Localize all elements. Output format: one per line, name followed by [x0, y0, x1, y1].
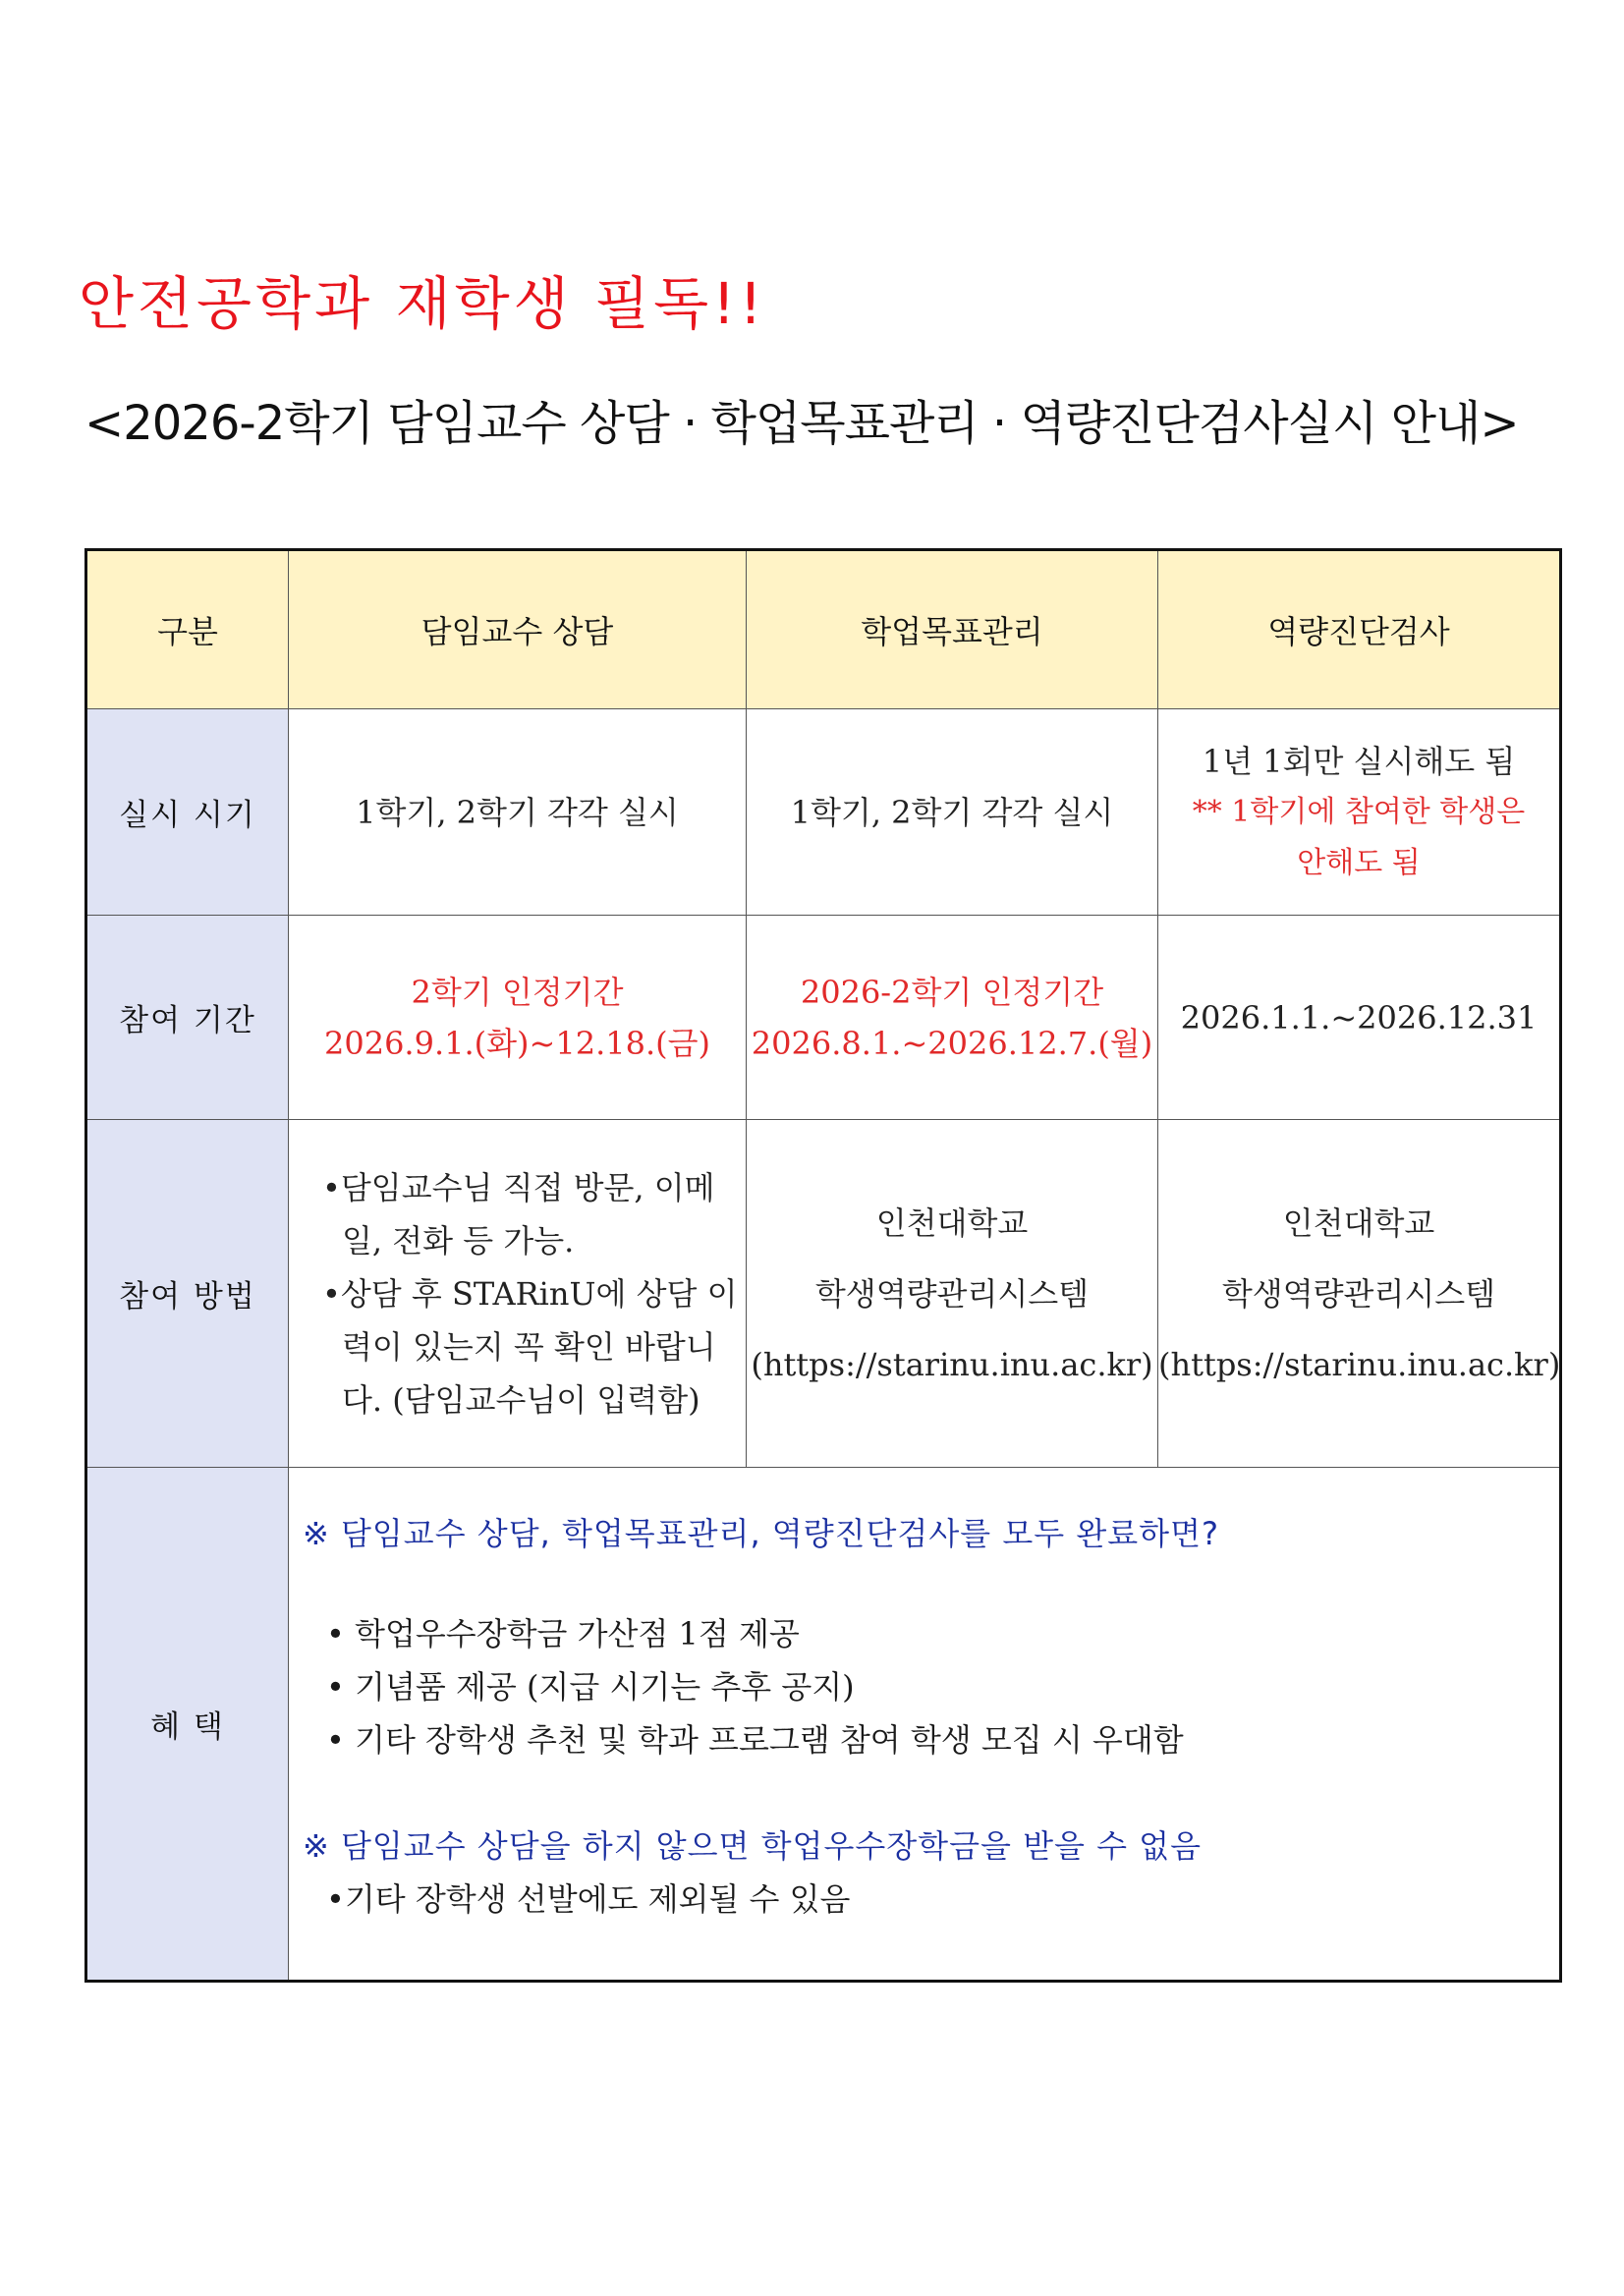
- method-diagnosis: [1158, 1120, 1561, 1468]
- row-label-benefit: 혜 택: [86, 1468, 289, 1982]
- benefit-item: • 기타 장학생 추천 및 학과 프로그램 참여 학생 모집 시 우대함: [326, 1721, 1184, 1759]
- header-competency-diagnosis: 역량진단검사: [1158, 550, 1561, 709]
- period-goal-line1: 2026-2학기 인정기간: [800, 973, 1104, 1011]
- header-category: 구분: [86, 550, 289, 709]
- method-goal-line1: 인천대학교: [875, 1204, 1029, 1242]
- method-diagnosis-line1: 인천대학교: [1282, 1204, 1435, 1242]
- period-counseling-line2: 2026.9.1.(화)~12.18.(금): [323, 1024, 711, 1062]
- timing-diagnosis-note: ** 1학기에 참여한 학생은: [1192, 794, 1526, 829]
- row-label-method: 참여 방법: [86, 1120, 289, 1468]
- timing-diagnosis-line1: 1년 1회만 실시해도 됨: [1202, 742, 1516, 780]
- benefit-item: • 기념품 제공 (지급 시기는 추후 공지): [326, 1668, 855, 1706]
- info-table: [84, 548, 1562, 1983]
- header-goal-management: 학업목표관리: [747, 550, 1158, 709]
- timing-diagnosis-note-cont: 안해도 됨: [1297, 845, 1421, 880]
- method-diagnosis-link[interactable]: (https://starinu.inu.ac.kr): [1158, 1345, 1561, 1383]
- benefit-heading-warning: ※ 담임교수 상담을 하지 않으면 학업우수장학금을 받을 수 없음: [303, 1827, 1202, 1865]
- table-row-period: [86, 916, 1561, 1120]
- row-label-timing: 실시 시기: [86, 709, 289, 916]
- method-goal: [747, 1120, 1158, 1468]
- timing-counseling: 1학기, 2학기 각각 실시: [289, 709, 747, 916]
- period-goal: [747, 916, 1158, 1120]
- table-header-row: [86, 550, 1561, 709]
- method-diagnosis-line2: 학생역량관리시스템: [1221, 1274, 1496, 1313]
- method-counseling-item: •상담 후 STARinU에 상담 이력이 있는지 꼭 확인 바랍니다. (담임교수님이 입력함): [322, 1274, 738, 1419]
- benefit-heading-complete: ※ 담임교수 상담, 학업목표관리, 역량진단검사를 모두 완료하면?: [303, 1515, 1219, 1552]
- method-goal-link[interactable]: (https://starinu.inu.ac.kr): [751, 1345, 1153, 1383]
- method-counseling: [289, 1120, 747, 1468]
- header-counseling: 담임교수 상담: [289, 550, 747, 709]
- table-row-timing: [86, 709, 1561, 916]
- table-row-benefit: [86, 1468, 1561, 1982]
- period-counseling: [289, 916, 747, 1120]
- row-label-period: 참여 기간: [86, 916, 289, 1120]
- notice-subtitle: <2026-2학기 담임교수 상담 · 학업목표관리 · 역량진단검사실시 안내>: [84, 396, 1519, 451]
- benefit-content: [289, 1468, 1561, 1982]
- period-goal-line2: 2026.8.1.~2026.12.7.(월): [751, 1024, 1153, 1062]
- method-goal-line2: 학생역량관리시스템: [814, 1274, 1090, 1313]
- table-row-method: [86, 1120, 1561, 1468]
- method-counseling-item: •담임교수님 직접 방문, 이메일, 전화 등 가능.: [322, 1168, 715, 1260]
- timing-goal: 1학기, 2학기 각각 실시: [747, 709, 1158, 916]
- period-diagnosis: 2026.1.1.~2026.12.31: [1158, 916, 1561, 1120]
- period-counseling-line1: 2학기 인정기간: [411, 973, 624, 1011]
- benefit-item: • 학업우수장학금 가산점 1점 제공: [326, 1615, 800, 1652]
- timing-diagnosis: [1158, 709, 1561, 916]
- notice-headline: 안전공학과 재학생 필독!!: [79, 270, 766, 337]
- benefit-warning-note: •기타 장학생 선발에도 제외될 수 있음: [326, 1880, 851, 1918]
